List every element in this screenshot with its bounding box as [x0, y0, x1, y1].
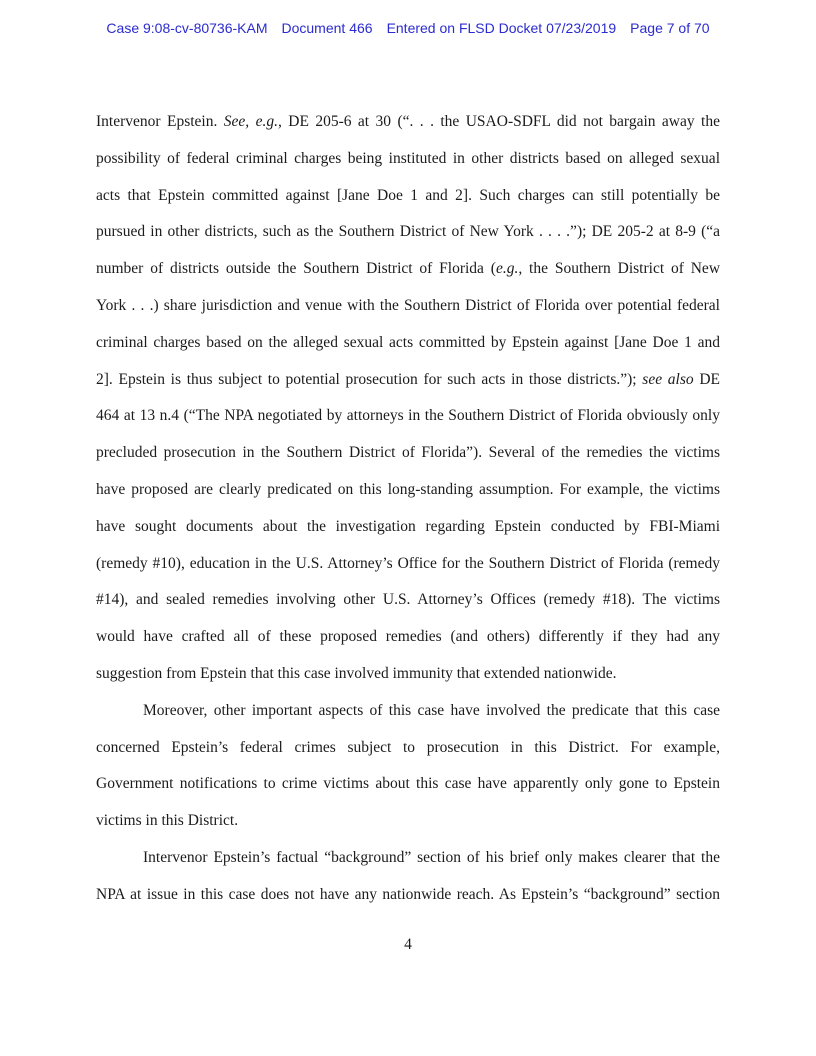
text-line	[96, 104, 720, 141]
citation-signal: see also	[642, 370, 694, 388]
text-line	[96, 214, 720, 251]
text-line	[96, 288, 720, 325]
text-segment: have proposed are clearly predicated on this long-standing assumption. For example, the victims	[96, 480, 720, 498]
text-line	[96, 435, 720, 472]
text-segment: Intervenor Epstein’s factual “background” section of his brief only makes clearer that the	[143, 848, 720, 866]
text-line	[96, 362, 720, 399]
text-segment: possibility of federal criminal charges being instituted in other districts based on alleged sexual	[96, 149, 720, 167]
text-segment: Intervenor Epstein.	[96, 113, 224, 130]
text-segment: DE 205-6 at 30 (“. . . the USAO-SDFL did not bargain away the	[281, 113, 720, 130]
text-line	[96, 178, 720, 215]
text-segment: have sought documents about the investigation regarding Epstein conducted by FBI-Miami	[96, 517, 720, 535]
text-line	[96, 766, 720, 803]
text-line	[96, 251, 720, 288]
document-number: Document 466	[281, 20, 373, 36]
text-segment: the Southern District of New	[522, 260, 721, 278]
text-segment: concerned Epstein’s federal crimes subject to prosecution in this District. For example,	[96, 738, 720, 756]
text-line	[96, 877, 720, 914]
text-line	[96, 840, 720, 877]
text-line	[96, 656, 720, 693]
page-number: 4	[404, 936, 412, 953]
text-segment: pursued in other districts, such as the Southern District of New York . . . .”); DE 205-2 at 8-9 (“a	[96, 223, 720, 241]
text-segment: acts that Epstein committed against [Jane Doe 1 and 2]. Such charges can still potentially be	[96, 186, 720, 204]
text-line	[96, 325, 720, 362]
text-segment: 2]. Epstein is thus subject to potential prosecution for such acts in those districts.”);	[96, 370, 643, 388]
text-segment: (remedy #10), education in the U.S. Attorney’s Office for the Southern District of Florida (remedy	[96, 554, 720, 572]
docket-entry-stamp: Entered on FLSD Docket 07/23/2019	[386, 20, 617, 36]
text-line	[96, 141, 720, 178]
text-segment: criminal charges based on the alleged sexual acts committed by Epstein against [Jane Doe 1 and	[96, 333, 720, 351]
text-segment: suggestion from Epstein that this case involved immunity that extended nationwide.	[96, 664, 617, 682]
text-segment: NPA at issue in this case does not have any nationwide reach. As Epstein’s “background” section	[96, 885, 720, 903]
text-line	[96, 693, 720, 730]
text-line	[96, 398, 720, 435]
paragraph	[96, 840, 720, 914]
citation-signal: e.g.,	[495, 260, 523, 278]
case-number: Case 9:08-cv-80736-KAM	[106, 20, 268, 36]
text-line	[96, 546, 720, 583]
text-line	[96, 803, 720, 840]
text-segment: Government notifications to crime victims about this case have apparently only gone to Epstein	[96, 775, 720, 793]
text-line	[96, 582, 720, 619]
text-segment: York . . .) share jurisdiction and venue with the Southern District of Florida over potential federal	[96, 296, 720, 314]
text-segment: victims in this District.	[96, 812, 239, 830]
text-line	[96, 472, 720, 509]
body-text	[96, 104, 720, 914]
paragraph	[96, 693, 720, 840]
text-segment: would have crafted all of these proposed remedies (and others) differently if they had any	[96, 628, 720, 646]
text-line	[96, 509, 720, 546]
text-segment: #14), and sealed remedies involving other U.S. Attorney’s Offices (remedy #18). The victims	[96, 591, 720, 609]
text-segment: 464 at 13 n.4 (“The NPA negotiated by attorneys in the Southern District of Florida obviously only	[96, 407, 720, 425]
citation-signal: See, e.g.,	[223, 113, 282, 130]
text-line	[96, 730, 720, 767]
text-segment: precluded prosecution in the Southern District of Florida”). Several of the remedies the victims	[96, 444, 720, 462]
page-indicator: Page 7 of 70	[630, 20, 710, 36]
paragraph	[96, 104, 720, 693]
case-header	[0, 20, 816, 36]
text-line	[96, 619, 720, 656]
text-segment: DE	[693, 370, 720, 388]
text-segment: number of districts outside the Southern District of Florida (	[96, 260, 496, 278]
text-segment: Moreover, other important aspects of this case have involved the predicate that this case	[143, 701, 720, 719]
